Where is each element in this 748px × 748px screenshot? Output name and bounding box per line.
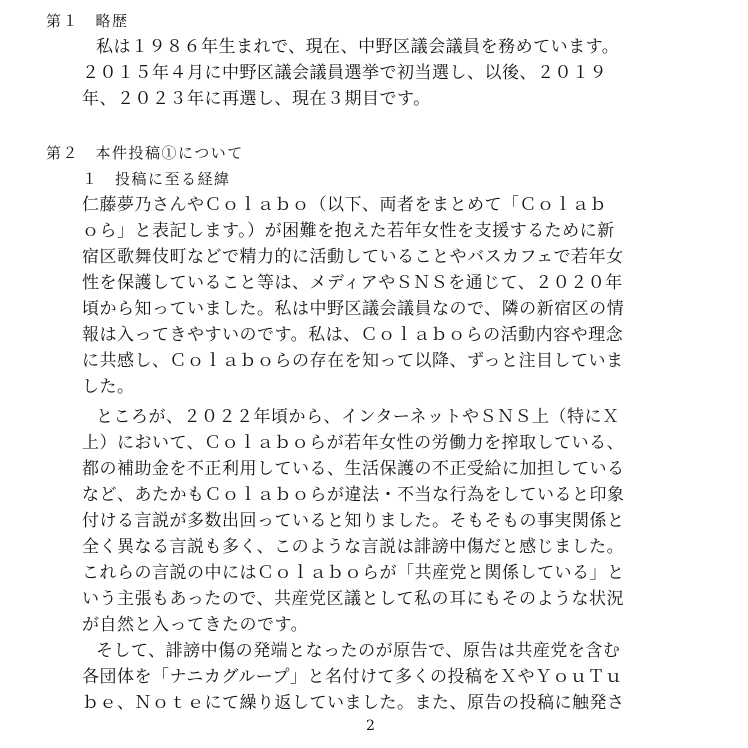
paragraph2-line: など、あたかもＣｏｌａｂｏらが違法・不当な行為をしていると印象 — [82, 485, 625, 505]
page-number: 2 — [366, 718, 375, 734]
section1-heading: 第１ 略歴 — [46, 12, 129, 30]
paragraph2-line: が自然と入ってきたのです。 — [82, 615, 309, 635]
paragraph1-line: に共感し、Ｃｏｌａｂｏらの存在を知って以降、ずっと注目していま — [82, 351, 624, 371]
section2-subheading: １ 投稿に至る経緯 — [82, 170, 231, 188]
section1-line: ２０１５年４月に中野区議会議員選挙で初当選し、以後、２０１９ — [82, 63, 607, 83]
paragraph1-line: した。 — [82, 377, 135, 397]
section1-line: 年、２０２３年に再選し、現在３期目です。 — [82, 89, 431, 109]
paragraph3-line: 各団体を「ナニカグループ」と名付けて多くの投稿をＸやＹｏｕＴｕ — [82, 667, 623, 687]
paragraph2-line: ところが、２０２２年頃から、インターネットやＳＮＳ上（特にＸ — [96, 407, 620, 427]
paragraph1-line: 仁藤夢乃さんやＣｏｌａｂｏ（以下、両者をまとめて「Ｃｏｌａｂ — [82, 195, 607, 215]
paragraph2-line: 付ける言説が多数出回っていると知りました。そもそもの事実関係と — [82, 511, 625, 531]
paragraph2-line: 上）において、Ｃｏｌａｂｏらが若年女性の労働力を搾取している、 — [82, 433, 625, 453]
paragraph1-line: 報は入ってきやすいのです。私は、Ｃｏｌａｂｏらの活動内容や理念 — [82, 325, 624, 345]
paragraph1-line: 性を保護していること等は、メディアやＳＮＳを通じて、２０２０年 — [82, 273, 623, 293]
paragraph2-line: 都の補助金を不正利用している、生活保護の不正受給に加担している — [82, 459, 625, 479]
paragraph3-line: そして、誹謗中傷の発端となったのが原告で、原告は共産党を含む — [96, 641, 621, 661]
paragraph1-line: ｏら」と表記します。）が困難を抱えた若年女性を支援するために新 — [82, 221, 615, 241]
paragraph1-line: 頃から知っていました。私は中野区議会議員なので、隣の新宿区の情 — [82, 299, 625, 319]
paragraph2-line: いう主張もあったので、共産党区議として私の耳にもそのような状況 — [82, 589, 624, 609]
paragraph2-line: これらの言説の中にはＣｏｌａｂｏらが「共産党と関係している」と — [82, 563, 625, 583]
paragraph3-line: ｂｅ、Ｎｏｔｅにて繰り返していました。また、原告の投稿に触発さ — [82, 693, 625, 713]
section1-line: 私は１９８６年生まれで、現在、中野区議会議員を務めています。 — [96, 37, 620, 57]
paragraph2-line: 全く異なる言説も多く、このような言説は誹謗中傷だと感じました。 — [82, 537, 625, 557]
section2-heading: 第２ 本件投稿①について — [46, 144, 244, 162]
paragraph1-line: 宿区歌舞伎町などで精力的に活動していることやバスカフェで若年女 — [82, 247, 624, 267]
